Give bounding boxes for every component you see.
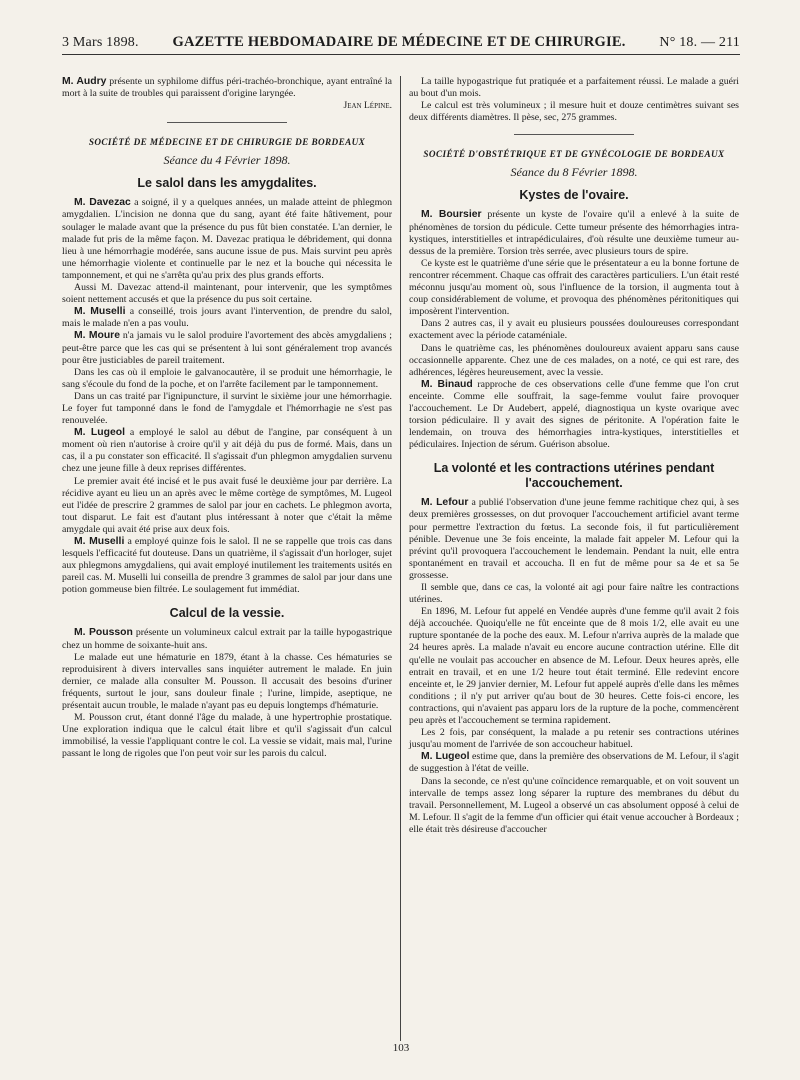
signature: Jean Lépine.	[343, 101, 392, 112]
speaker-name: M. Boursier	[421, 209, 482, 221]
left-column	[62, 76, 400, 1041]
header-issue-page: N° 18. — 211	[659, 35, 740, 50]
calcul-paragraphs	[62, 627, 392, 760]
speaker-name: M. Muselli	[74, 306, 126, 318]
header-journal-title: GAZETTE HEBDOMADAIRE DE MÉDECINE ET DE CHIRURGIE.	[172, 34, 626, 50]
paragraph-text: présente un volumineux calcul extrait par la taille hypogastrique chez un homme de soixante-huit ans.	[62, 627, 392, 651]
paragraph-text: Dans le quatrième cas, les phénomènes douloureux avaient apparu sans cause occasionnelle apparente. Chez une de ces malades, on a noté, ce qui est rare, des adhérences, légères heureusement, avec la vessie.	[409, 342, 739, 378]
paragraph-text: Dans 2 autres cas, il y avait eu plusieurs poussées douloureuses correspondant exactement avec la période cataméniale.	[409, 318, 739, 342]
paragraph-text: Aussi M. Davezac attend-il maintenant, pour intervenir, que les symptômes soient nettement accusés et que la présence du pus soit certaine.	[62, 282, 392, 306]
paragraph-text: rapproche de ces observations celle d'une femme que l'on crut enceinte. Comme elle souffrait, la sage-femme voulut faire provoquer l'accouchement. Le Dr Audebert, appelé, diagnostiqua un kyste ovarique avec torsion pédiculaire. Il y avait des signes de péritonite. A l'opération faite le lendemain, on trouva des hémorrhagies intra-kystiques, interstitielles et pédiculaires. Injection de sérum. Guérison absolue.	[409, 378, 739, 451]
audry-paragraph	[62, 76, 392, 100]
paragraph	[409, 751, 739, 775]
paragraph-text: n'a jamais vu le salol produire l'avortement des abcès amygdaliens ; peut-être parce que les cas qui se présentent à lui sont généralement trop avancés pour être justiciables de pareil traitement.	[62, 330, 392, 366]
speaker-name: M. Lugeol	[421, 751, 470, 763]
speaker-name: M. Lugeol	[74, 427, 125, 439]
paragraph	[409, 606, 739, 727]
paragraph-text: a employé le salol au début de l'angine, par conséquent à un moment où rien n'autorise à croire qu'il y ait déjà du pus de formé. Mais, dans un cas, il a pu constater son efficacité. Il s'agissait d'un phlegmon amygdalien survenu chez une jeune fille à deux reprises différentes.	[62, 427, 392, 475]
paragraph	[62, 282, 392, 306]
paragraph	[62, 306, 392, 330]
paragraph-text: a conseillé, trois jours avant l'intervention, de prendre du salol, mais le malade n'en a pas voulu.	[62, 306, 392, 330]
speaker-name: M. Muselli	[74, 536, 125, 547]
paragraph-text: présente un kyste de l'ovaire qu'il a enlevé à la suite de phénomènes de torsion du pédicule. Cette tumeur présente des hémorrhagies intra-kystiques, interstitielles et intrapédiculaires, d'où résulte une deuxième tumeur au-dessus de la première. Torsion très serrée, avec plusieurs tours de spire.	[409, 209, 739, 257]
paragraph-text: Le malade eut une hématurie en 1879, étant à la chasse. Ces hématuries se reproduisirent à divers intervalles sans inquiéter autrement le malade. En juin dernier, ce malade alla consulter M. Pousson. Il accusait des besoins d'uriner fréquents, surtout le jour, sans douleur finale ; l'urine, limpide, aseptique, ne présentait aucun trouble, le malade n'ayant pas eu depuis longtemps d'hématurie.	[62, 651, 392, 712]
volonte-paragraphs	[409, 497, 739, 836]
society-heading: SOCIÉTÉ DE MÉDECINE ET DE CHIRURGIE DE BORDEAUX	[88, 137, 366, 148]
paragraph	[62, 330, 392, 366]
paragraph-text: a publié l'observation d'une jeune femme rachitique chez qui, à ses deux premières grossesses, on dut provoquer l'accouchement artificiel avant terme pour permettre l'extraction du fœtus. La seconde fois, il fut particulièrement pénible. Devenue une 3e fois enceinte, la malade fait appeler M. Lefour qui la prévint qu'il provoquera l'accouchement le lendemain. Pendant la nuit, elle entra spontanément en travail et accoucha. Il en fut de même pour sa 4e et sa 5e grossesse.	[409, 497, 739, 581]
page-folio: 103	[392, 1042, 410, 1054]
two-column-body	[62, 76, 740, 1041]
paragraph	[62, 536, 392, 596]
paragraph	[62, 391, 392, 427]
paragraph	[409, 343, 739, 379]
article-title-volonte: La volonté et les contractions utérines pendant l'accouchement.	[433, 461, 715, 491]
section-divider	[167, 122, 287, 123]
paragraph	[409, 318, 739, 342]
paragraph	[409, 100, 739, 124]
paragraph-text: Dans un cas traité par l'ignipuncture, il survint le sixième jour une hémorrhagie. Le foyer fut tamponné dans le fond de l'amygdale et l'hémorrhagie ne s'est pas renouvelée.	[62, 390, 392, 427]
paragraph	[409, 776, 739, 836]
seance-date: Séance du 4 Février 1898.	[163, 153, 291, 168]
paragraph	[62, 427, 392, 475]
paragraph	[62, 712, 392, 760]
paragraph-text: Le premier avait été incisé et le pus avait fusé le deuxième jour par derrière. La récidive ayant eu lieu un an après avec le même cortège de symptômes, M. Lugeol eut l'idée de prescrire 2 grammes de salol par jour en cachets. Le phlegmon avorta, tout disparut. Le fait est d'autant plus intéressant à noter que c'était la même amygdale qui avait été prise aux deux fois.	[62, 475, 392, 535]
paragraph-text: Le calcul est très volumineux ; il mesure huit et douze centimètres suivant ses deux différents diamètres. Il pèse, sec, 275 grammes.	[409, 100, 739, 124]
paragraph-text: Il semble que, dans ce cas, la volonté ait agi pour faire naître les contractions utérines.	[409, 582, 739, 606]
speaker-name: M. Davezac	[74, 197, 131, 209]
right-column	[400, 76, 739, 1041]
paragraph	[62, 476, 392, 536]
paragraph	[62, 197, 392, 282]
paragraph	[409, 76, 739, 100]
header-date: 3 Mars 1898.	[62, 35, 139, 50]
paragraph	[409, 258, 739, 318]
speaker-name: M. Lefour	[421, 497, 469, 509]
paragraph-text: présente un syphilome diffus péri-trachéo-bronchique, ayant entraîné la mort à la suite de troubles qui paraissent d'origine laryngée.	[62, 76, 392, 100]
speaker-name: M. Pousson	[74, 627, 133, 639]
paragraph	[409, 727, 739, 751]
paragraph	[409, 209, 739, 257]
paragraph	[409, 379, 739, 452]
paragraph	[62, 652, 392, 712]
salol-paragraphs	[62, 197, 392, 596]
speaker-name: M. Audry	[62, 76, 107, 87]
article-title-salol: Le salol dans les amygdalites.	[137, 176, 317, 191]
paragraph-text: La taille hypogastrique fut pratiquée et a parfaitement réussi. Le malade a guéri au bout d'un mois.	[409, 76, 739, 100]
article-title-calcul: Calcul de la vessie.	[169, 606, 285, 621]
paragraph-text: Ce kyste est le quatrième d'une série que le présentateur a eu la bonne fortune de rencontrer récemment. Chaque cas offrait des caractères particuliers. L'un était resté méconnu jusqu'au moment où, sous l'influence de la torsion, il augmenta tout à coup considérablement de volume, et provoqua des phénomènes péritonitiques qui imposèrent l'intervention.	[409, 257, 739, 318]
paragraph	[62, 627, 392, 651]
paragraph	[62, 367, 392, 391]
section-divider	[514, 134, 634, 135]
speaker-name: M. Moure	[74, 330, 120, 342]
speaker-name: M. Binaud	[421, 378, 473, 390]
paragraph	[409, 497, 739, 582]
calcul-continued-paragraphs	[409, 76, 739, 124]
paragraph	[409, 582, 739, 606]
paragraph-text: estime que, dans la première des observations de M. Lefour, il s'agit de suggestion à l'état de veille.	[409, 751, 739, 775]
society-heading: SOCIÉTÉ D'OBSTÉTRIQUE ET DE GYNÉCOLOGIE DE BORDEAUX	[423, 149, 725, 160]
article-title-kystes: Kystes de l'ovaire.	[519, 188, 629, 203]
paragraph-text: Dans la seconde, ce n'est qu'une coïncidence remarquable, et on voit souvent un intervalle de temps assez long séparer la rupture des membranes du début du travail. Personnellement, M. Lugeol a observé un cas absolument opposé à celui de M. Lefour. Il s'agit de la femme d'un officier qui était venue accoucher à Bordeaux ; elle était très désireuse d'accoucher	[409, 775, 739, 835]
paragraph-text: Dans les cas où il emploie le galvanocautère, il se produit une hémorrhagie, le sang s'écoule du fond de la poche, et on l'arrête facilement par le tamponnement.	[62, 366, 392, 390]
paragraph-text: Les 2 fois, par conséquent, la malade a pu retenir ses contractions utérines jusqu'au moment de l'arrivée de son accoucheur habituel.	[409, 727, 739, 751]
paragraph-text: M. Pousson crut, étant donné l'âge du malade, à une hypertrophie prostatique. Une exploration indiqua que le calcul était libre et qu'il s'agissait d'un calcul immobilisé, la vessie l'appliquant contre le col. La vessie se vidait, mais mal, l'urine passant le long de rigoles que l'on peut voir sur les parois du calcul.	[62, 712, 392, 760]
kystes-paragraphs	[409, 209, 739, 451]
seance-date: Séance du 8 Février 1898.	[510, 165, 638, 180]
paragraph-text: En 1896, M. Lefour fut appelé en Vendée auprès d'une femme qu'il avait 2 fois déjà accouchée. Quoiqu'elle ne fût enceinte que de 8 mois 1/2, elle avait eu une rupture spontanée de la poche des eaux. M. Lefour n'arriva auprès de la malade que 24 heures après. La malade n'avait eu encore aucune contraction utérine. Elle dit qu'elle ne voulait pas accoucher en absence de M. Lefour. Deux heures après, elle entrait en travail, et en une 1/2 heure tout était terminé. Elle redevint encore enceinte et, le 29 janvier dernier, M. Lefour fut appelé auprès d'elle dans les mêmes conditions ; il n'y put arriver qu'au bout de 30 heures. Cette fois-ci encore, les contractions, qui n'avaient pas apparu lors de la rupture de la poche, commencèrent peu après et l'accouchement se termina rapidement.	[409, 606, 739, 727]
paragraph-text: a employé quinze fois le salol. Il ne se rappelle que trois cas dans lesquels l'efficacité fut douteuse. Dans un quatrième, il s'agissait d'un horloger, sujet aux phlegmons amygdaliens, qui avait employé inutilement les traitements usités en pareil cas. M. Muselli lui conseilla de prendre 3 grammes de salol par jour dans une potion gommeuse bien filtrée. Le soulagement fut immédiat.	[62, 536, 392, 596]
running-header	[62, 34, 740, 55]
paragraph-text: a soigné, il y a quelques années, un malade atteint de phlegmon amygdalien. L'incision ne donna que du sang, ayant été faite hâtivement, pour soulager le malade avant que la présence du pus fût bien constatée. L'an dernier, le malade fut pris de la même façon. M. Davezac pratiqua le débridement, qui donna lieu à une hémorrhagie modérée, sans aucune issue de pus. Mais survint peu après une hémorrhagie violente et continuelle par le nez et la bouche qui nécessita le tamponnement, et qui ne s'arrêta qu'au prix des plus grands efforts.	[62, 197, 392, 281]
journal-page	[62, 34, 740, 1064]
